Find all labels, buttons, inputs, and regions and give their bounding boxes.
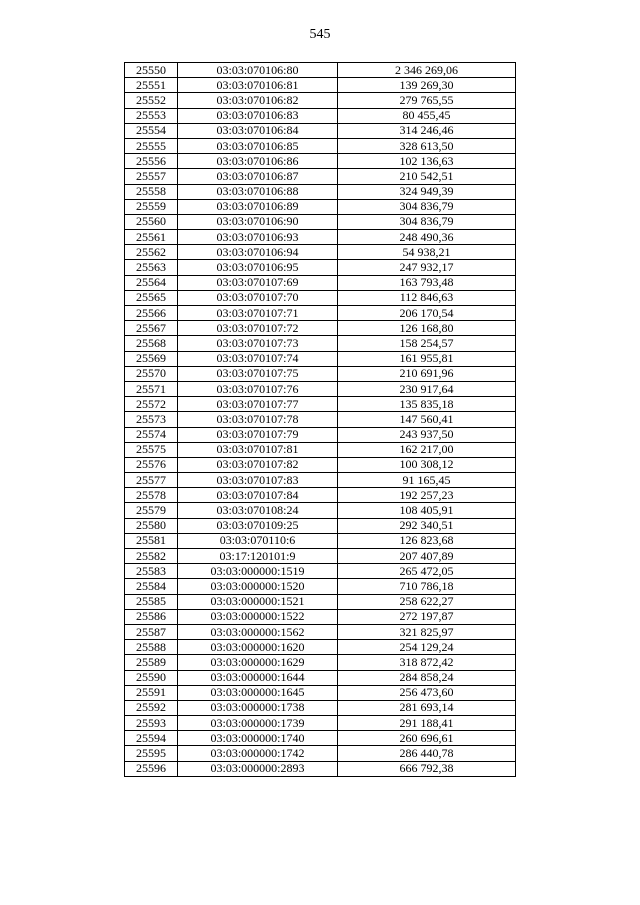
cadastral-number-cell: 03:03:070106:80 — [178, 63, 338, 78]
table-row — [125, 275, 516, 290]
table-row — [125, 731, 516, 746]
table-row — [125, 609, 516, 624]
row-number-cell: 25593 — [125, 716, 178, 731]
cadastral-number-cell: 03:03:000000:1520 — [178, 579, 338, 594]
cadastral-number-cell: 03:03:000000:1645 — [178, 685, 338, 700]
row-number-cell: 25578 — [125, 488, 178, 503]
cadastral-number-cell: 03:03:070107:72 — [178, 321, 338, 336]
table-row — [125, 214, 516, 229]
value-cell: 256 473,60 — [338, 685, 516, 700]
cadastral-number-cell: 03:03:070107:84 — [178, 488, 338, 503]
cadastral-number-cell: 03:03:070107:71 — [178, 306, 338, 321]
value-cell: 710 786,18 — [338, 579, 516, 594]
row-number-cell: 25580 — [125, 518, 178, 533]
cadastral-number-cell: 03:03:070106:81 — [178, 78, 338, 93]
row-number-cell: 25574 — [125, 427, 178, 442]
value-cell: 135 835,18 — [338, 397, 516, 412]
table-row — [125, 746, 516, 761]
row-number-cell: 25561 — [125, 230, 178, 245]
row-number-cell: 25596 — [125, 761, 178, 776]
cadastral-number-cell: 03:03:000000:1521 — [178, 594, 338, 609]
table-row — [125, 716, 516, 731]
row-number-cell: 25595 — [125, 746, 178, 761]
table-row — [125, 123, 516, 138]
table-row — [125, 594, 516, 609]
row-number-cell: 25583 — [125, 564, 178, 579]
page-number: 545 — [309, 27, 331, 42]
value-cell: 666 792,38 — [338, 761, 516, 776]
value-cell: 260 696,61 — [338, 731, 516, 746]
row-number-cell: 25569 — [125, 351, 178, 366]
table-row — [125, 260, 516, 275]
cadastral-number-cell: 03:03:070106:88 — [178, 184, 338, 199]
table-body — [125, 63, 516, 777]
table-row — [125, 624, 516, 639]
cadastral-number-cell: 03:03:000000:1740 — [178, 731, 338, 746]
cadastral-number-cell: 03:03:070107:75 — [178, 366, 338, 381]
value-cell: 100 308,12 — [338, 457, 516, 472]
value-cell: 210 691,96 — [338, 366, 516, 381]
row-number-cell: 25585 — [125, 594, 178, 609]
table-row — [125, 63, 516, 78]
value-cell: 304 836,79 — [338, 214, 516, 229]
value-cell: 162 217,00 — [338, 442, 516, 457]
cadastral-number-cell: 03:03:070108:24 — [178, 503, 338, 518]
value-cell: 102 136,63 — [338, 154, 516, 169]
table-row — [125, 533, 516, 548]
row-number-cell: 25592 — [125, 700, 178, 715]
value-cell: 254 129,24 — [338, 640, 516, 655]
table-row — [125, 336, 516, 351]
cadastral-number-cell: 03:03:070107:76 — [178, 381, 338, 396]
cadastral-number-cell: 03:03:070107:77 — [178, 397, 338, 412]
row-number-cell: 25587 — [125, 624, 178, 639]
table-row — [125, 230, 516, 245]
table-row — [125, 412, 516, 427]
cadastral-number-cell: 03:03:070106:89 — [178, 199, 338, 214]
row-number-cell: 25556 — [125, 154, 178, 169]
cadastral-number-cell: 03:03:070106:95 — [178, 260, 338, 275]
cadastral-number-cell: 03:03:000000:1738 — [178, 700, 338, 715]
cadastral-number-cell: 03:03:000000:2893 — [178, 761, 338, 776]
table-row — [125, 321, 516, 336]
cadastral-number-cell: 03:03:070107:78 — [178, 412, 338, 427]
value-cell: 126 823,68 — [338, 533, 516, 548]
row-number-cell: 25560 — [125, 214, 178, 229]
cadastral-number-cell: 03:17:120101:9 — [178, 549, 338, 564]
row-number-cell: 25576 — [125, 457, 178, 472]
row-number-cell: 25571 — [125, 381, 178, 396]
data-table — [124, 62, 516, 777]
cadastral-number-cell: 03:03:000000:1620 — [178, 640, 338, 655]
cadastral-number-cell: 03:03:000000:1629 — [178, 655, 338, 670]
row-number-cell: 25590 — [125, 670, 178, 685]
table-row — [125, 78, 516, 93]
table-row — [125, 564, 516, 579]
table-row — [125, 457, 516, 472]
row-number-cell: 25562 — [125, 245, 178, 260]
row-number-cell: 25584 — [125, 579, 178, 594]
cadastral-number-cell: 03:03:070106:85 — [178, 138, 338, 153]
table-row — [125, 138, 516, 153]
row-number-cell: 25575 — [125, 442, 178, 457]
value-cell: 112 846,63 — [338, 290, 516, 305]
value-cell: 54 938,21 — [338, 245, 516, 260]
table-row — [125, 397, 516, 412]
table-row — [125, 108, 516, 123]
table-row — [125, 184, 516, 199]
table-row — [125, 579, 516, 594]
value-cell: 281 693,14 — [338, 700, 516, 715]
row-number-cell: 25568 — [125, 336, 178, 351]
cadastral-number-cell: 03:03:000000:1519 — [178, 564, 338, 579]
row-number-cell: 25564 — [125, 275, 178, 290]
table-row — [125, 366, 516, 381]
table-row — [125, 549, 516, 564]
value-cell: 161 955,81 — [338, 351, 516, 366]
table-row — [125, 685, 516, 700]
cadastral-number-cell: 03:03:070107:73 — [178, 336, 338, 351]
row-number-cell: 25588 — [125, 640, 178, 655]
cadastral-number-cell: 03:03:070106:87 — [178, 169, 338, 184]
value-cell: 243 937,50 — [338, 427, 516, 442]
row-number-cell: 25570 — [125, 366, 178, 381]
value-cell: 210 542,51 — [338, 169, 516, 184]
row-number-cell: 25566 — [125, 306, 178, 321]
table-row — [125, 306, 516, 321]
cadastral-number-cell: 03:03:070106:84 — [178, 123, 338, 138]
row-number-cell: 25577 — [125, 473, 178, 488]
table-row — [125, 351, 516, 366]
cadastral-number-cell: 03:03:070107:81 — [178, 442, 338, 457]
cadastral-number-cell: 03:03:000000:1739 — [178, 716, 338, 731]
value-cell: 108 405,91 — [338, 503, 516, 518]
row-number-cell: 25558 — [125, 184, 178, 199]
table-row — [125, 154, 516, 169]
cadastral-number-cell: 03:03:070107:74 — [178, 351, 338, 366]
value-cell: 279 765,55 — [338, 93, 516, 108]
row-number-cell: 25582 — [125, 549, 178, 564]
cadastral-number-cell: 03:03:070106:83 — [178, 108, 338, 123]
cadastral-number-cell: 03:03:000000:1742 — [178, 746, 338, 761]
table-row — [125, 503, 516, 518]
table-row — [125, 761, 516, 776]
table-row — [125, 245, 516, 260]
cadastral-number-cell: 03:03:070106:86 — [178, 154, 338, 169]
value-cell: 139 269,30 — [338, 78, 516, 93]
value-cell: 206 170,54 — [338, 306, 516, 321]
row-number-cell: 25573 — [125, 412, 178, 427]
row-number-cell: 25567 — [125, 321, 178, 336]
value-cell: 286 440,78 — [338, 746, 516, 761]
cadastral-number-cell: 03:03:070106:93 — [178, 230, 338, 245]
table-row — [125, 93, 516, 108]
value-cell: 2 346 269,06 — [338, 63, 516, 78]
cadastral-number-cell: 03:03:000000:1562 — [178, 624, 338, 639]
cadastral-number-cell: 03:03:070107:79 — [178, 427, 338, 442]
cadastral-number-cell: 03:03:070107:70 — [178, 290, 338, 305]
table-row — [125, 488, 516, 503]
row-number-cell: 25572 — [125, 397, 178, 412]
value-cell: 207 407,89 — [338, 549, 516, 564]
row-number-cell: 25550 — [125, 63, 178, 78]
value-cell: 328 613,50 — [338, 138, 516, 153]
value-cell: 291 188,41 — [338, 716, 516, 731]
cadastral-number-cell: 03:03:070109:25 — [178, 518, 338, 533]
row-number-cell: 25581 — [125, 533, 178, 548]
table-row — [125, 670, 516, 685]
value-cell: 318 872,42 — [338, 655, 516, 670]
row-number-cell: 25591 — [125, 685, 178, 700]
table-row — [125, 473, 516, 488]
table-row — [125, 518, 516, 533]
cadastral-number-cell: 03:03:070107:82 — [178, 457, 338, 472]
value-cell: 265 472,05 — [338, 564, 516, 579]
row-number-cell: 25553 — [125, 108, 178, 123]
row-number-cell: 25586 — [125, 609, 178, 624]
row-number-cell: 25555 — [125, 138, 178, 153]
row-number-cell: 25559 — [125, 199, 178, 214]
value-cell: 192 257,23 — [338, 488, 516, 503]
value-cell: 272 197,87 — [338, 609, 516, 624]
row-number-cell: 25551 — [125, 78, 178, 93]
cadastral-number-cell: 03:03:000000:1644 — [178, 670, 338, 685]
value-cell: 324 949,39 — [338, 184, 516, 199]
value-cell: 80 455,45 — [338, 108, 516, 123]
value-cell: 126 168,80 — [338, 321, 516, 336]
row-number-cell: 25594 — [125, 731, 178, 746]
value-cell: 163 793,48 — [338, 275, 516, 290]
table-row — [125, 381, 516, 396]
value-cell: 248 490,36 — [338, 230, 516, 245]
value-cell: 147 560,41 — [338, 412, 516, 427]
cadastral-number-cell: 03:03:070107:69 — [178, 275, 338, 290]
table-row — [125, 442, 516, 457]
table-row — [125, 199, 516, 214]
value-cell: 230 917,64 — [338, 381, 516, 396]
table-row — [125, 655, 516, 670]
value-cell: 247 932,17 — [338, 260, 516, 275]
value-cell: 292 340,51 — [338, 518, 516, 533]
value-cell: 258 622,27 — [338, 594, 516, 609]
value-cell: 321 825,97 — [338, 624, 516, 639]
value-cell: 284 858,24 — [338, 670, 516, 685]
row-number-cell: 25565 — [125, 290, 178, 305]
value-cell: 158 254,57 — [338, 336, 516, 351]
row-number-cell: 25589 — [125, 655, 178, 670]
cadastral-number-cell: 03:03:070106:94 — [178, 245, 338, 260]
cadastral-number-cell: 03:03:070107:83 — [178, 473, 338, 488]
cadastral-number-cell: 03:03:000000:1522 — [178, 609, 338, 624]
row-number-cell: 25552 — [125, 93, 178, 108]
row-number-cell: 25554 — [125, 123, 178, 138]
value-cell: 314 246,46 — [338, 123, 516, 138]
cadastral-number-cell: 03:03:070110:6 — [178, 533, 338, 548]
row-number-cell: 25579 — [125, 503, 178, 518]
value-cell: 91 165,45 — [338, 473, 516, 488]
row-number-cell: 25557 — [125, 169, 178, 184]
cadastral-number-cell: 03:03:070106:82 — [178, 93, 338, 108]
table-row — [125, 640, 516, 655]
table-row — [125, 169, 516, 184]
table-row — [125, 427, 516, 442]
row-number-cell: 25563 — [125, 260, 178, 275]
value-cell: 304 836,79 — [338, 199, 516, 214]
cadastral-number-cell: 03:03:070106:90 — [178, 214, 338, 229]
table-row — [125, 290, 516, 305]
table-row — [125, 700, 516, 715]
